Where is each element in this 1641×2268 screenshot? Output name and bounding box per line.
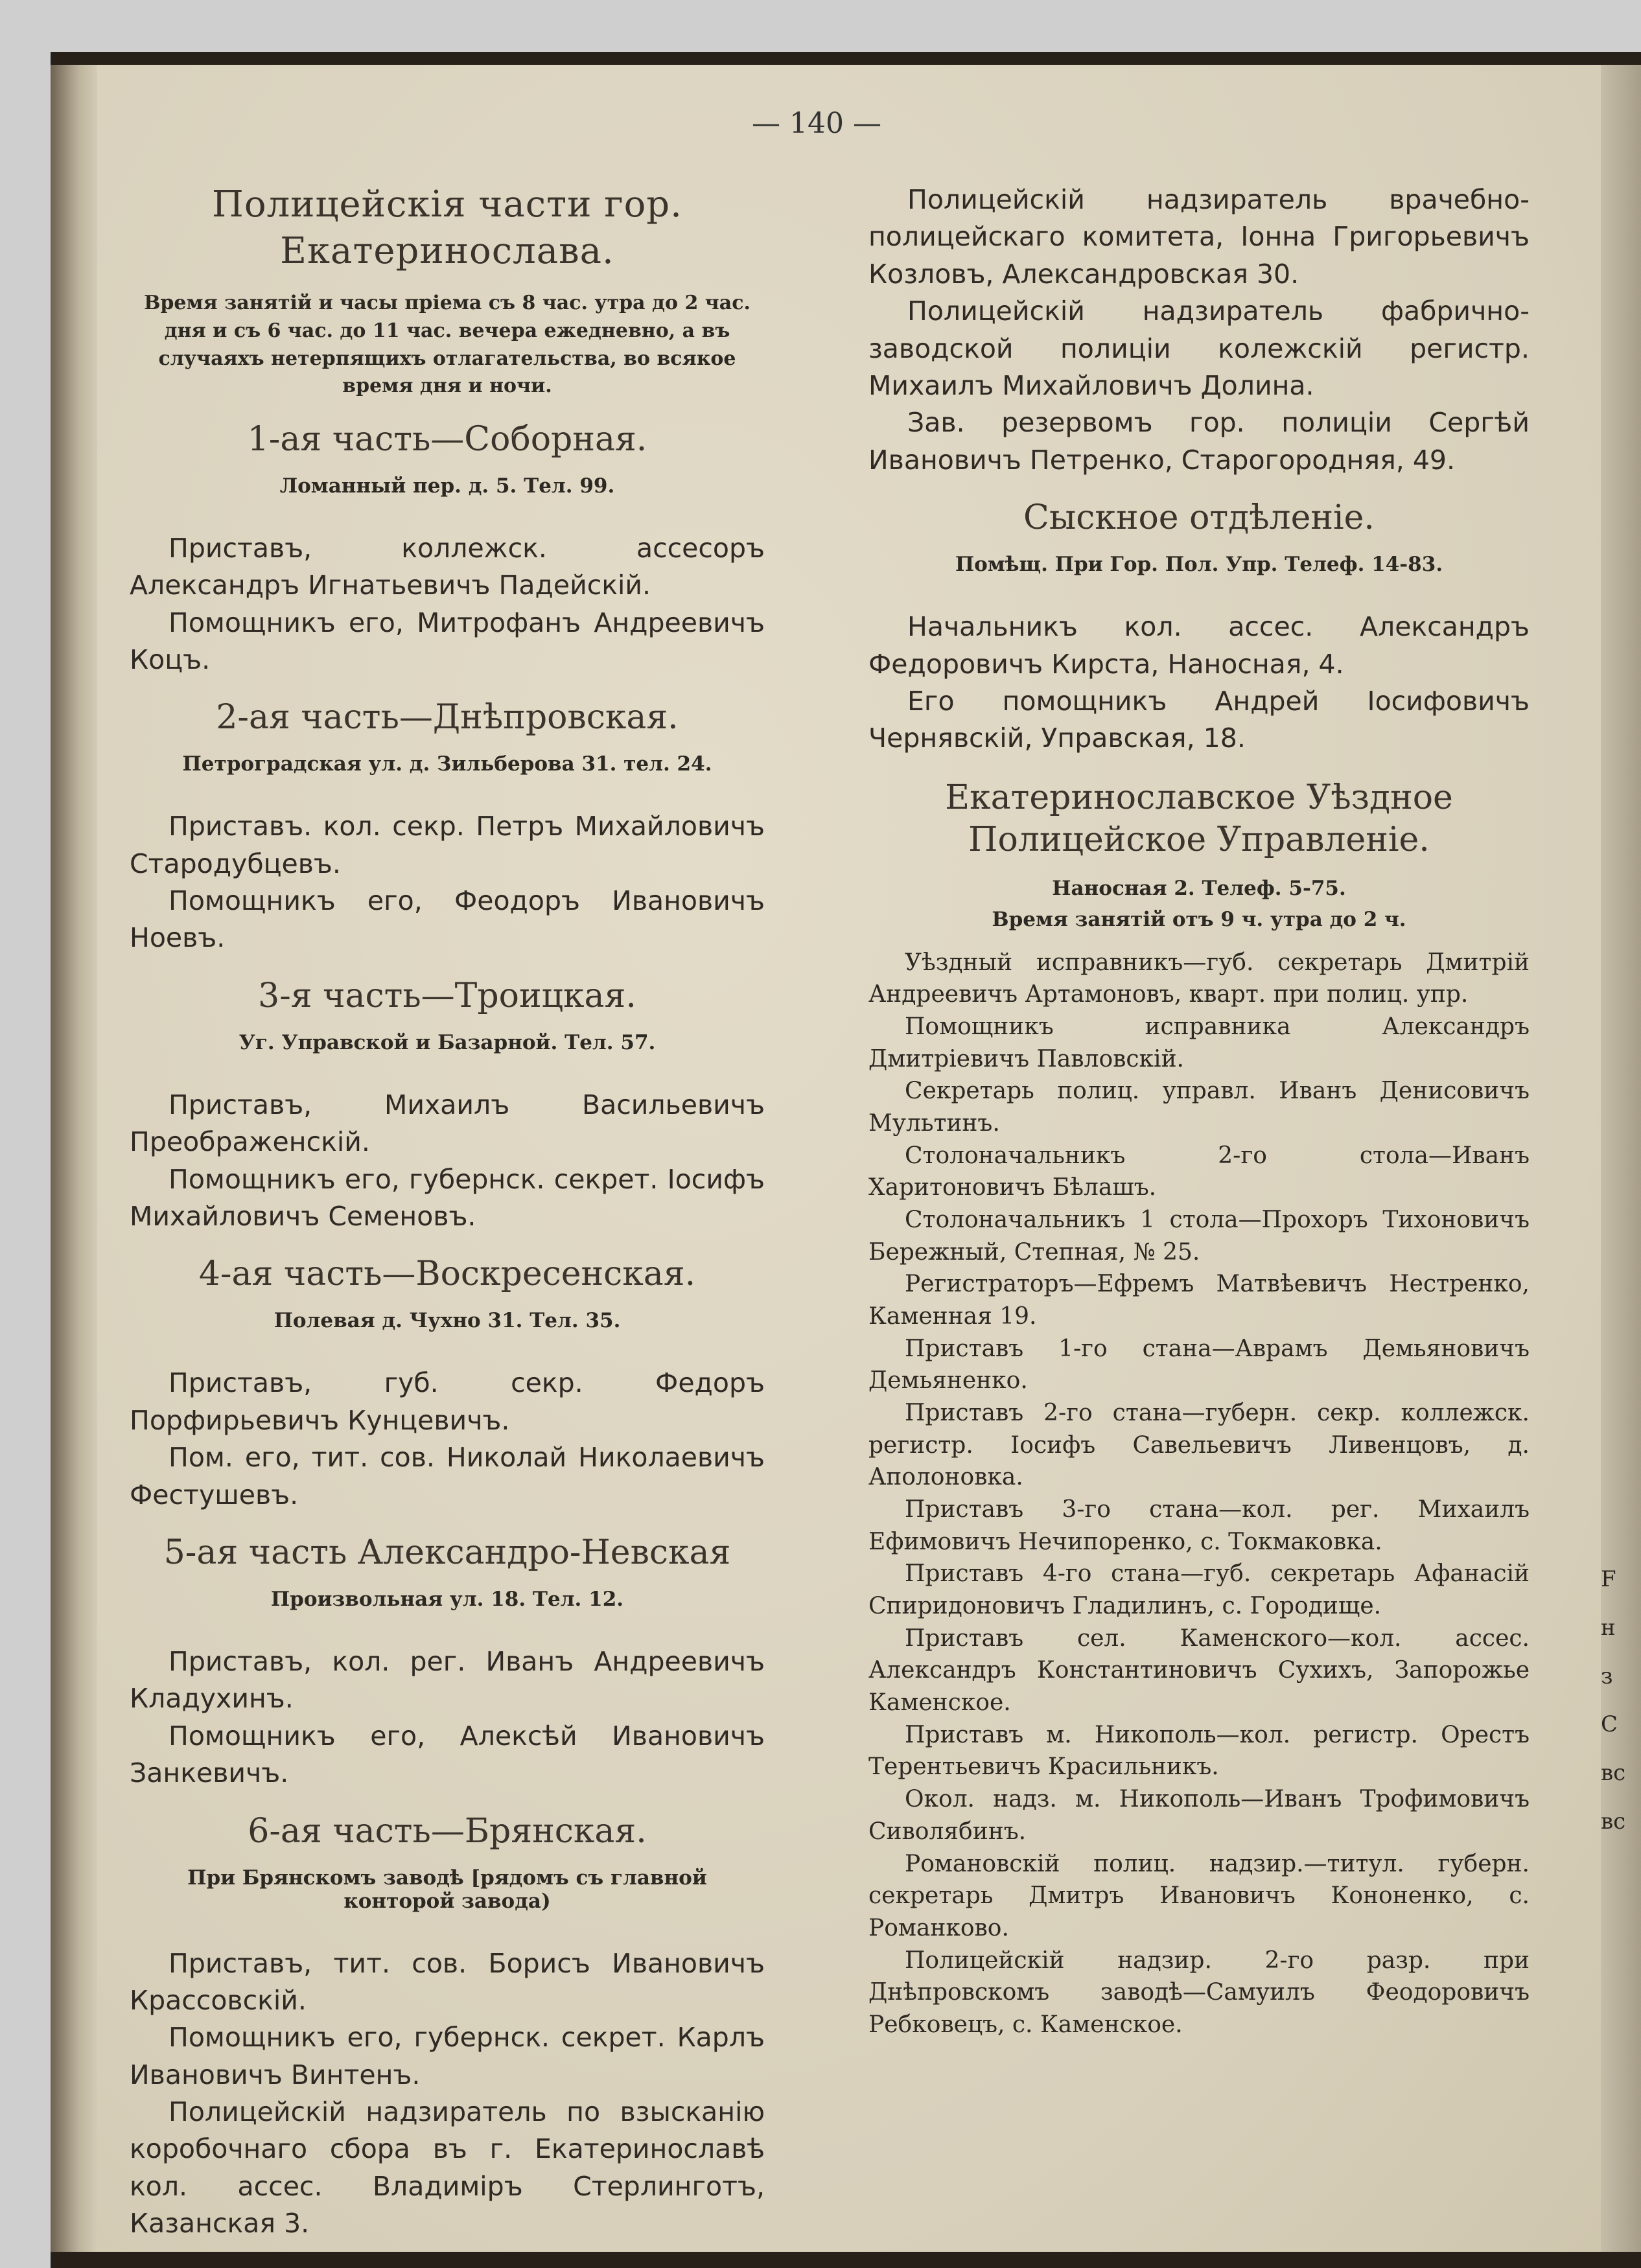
sysk-title: Сыскное отдѣленіе. xyxy=(1023,498,1375,538)
part-5-addr: Произвольная ул. 18. Тел. 12. xyxy=(270,1587,624,1611)
uezd-line-15: Полицейскій надзир. 2-го разр. при Днѣпровскомъ заводѣ—Самуилъ Феодоровичъ Ребковецъ, с. Каменское. xyxy=(868,1947,1530,2038)
uezd-line-1: Уѣздный исправникъ—губ. секретарь Дмитрій Андреевичъ Артамоновъ, кварт. при полиц. упр. xyxy=(868,949,1530,1008)
part-6-line-1: Приставъ, тит. сов. Борисъ Ивановичъ Крассовскій. xyxy=(130,1947,765,2016)
uezd-line-5: Столоначальникъ 1 стола—Прохоръ Тихоновичъ Бережный, Степная, № 25. xyxy=(868,1207,1530,1266)
part-3-line-2: Помощникъ его, губернск. секрет. Іосифъ Михайловичъ Семеновъ. xyxy=(130,1163,765,1232)
part-2-line-1: Приставъ. кол. секр. Петръ Михайловичъ Стародубцевъ. xyxy=(130,811,765,879)
part-6-addr: При Брянскомъ заводѣ [рядомъ съ главной конторой завода) xyxy=(187,1866,707,1913)
uezd-line-3: Секретарь полиц. управл. Иванъ Денисовичъ Мультинъ. xyxy=(868,1078,1530,1137)
page-edge-left xyxy=(51,65,97,2252)
uezd-line-9: Приставъ 3-го стана—кол. рег. Михаилъ Ефимовичъ Нечипоренко, с. Токмаковка. xyxy=(868,1496,1530,1555)
part-1-addr: Ломанный пер. д. 5. Тел. 99. xyxy=(279,474,615,498)
sysk-line-1: Начальникъ кол. ассес. Александръ Федоровичъ Кирста, Наносная, 4. xyxy=(868,611,1530,680)
part-6-line-3: Полицейскій надзиратель по взысканію коробочнаго сбора въ г. Екатеринославѣ кол. ассес. Владиміръ Стерлинготъ, Казанская 3. xyxy=(130,2096,765,2239)
part-3-addr: Уг. Управской и Базарной. Тел. 57. xyxy=(239,1030,656,1054)
part-6 xyxy=(130,1812,765,2243)
uezd-line-13: Окол. надз. м. Никополь—Иванъ Трофимовичъ Сиволябинъ. xyxy=(868,1786,1530,1845)
part-2 xyxy=(130,698,765,957)
bleed-letter: вс xyxy=(1601,1808,1626,1834)
bleed-letter: з xyxy=(1601,1663,1613,1689)
part-4-line-1: Приставъ, губ. секр. Федоръ Порфирьевичъ Кунцевичъ. xyxy=(130,1367,765,1436)
part-6-name: 6-ая часть—Брянская. xyxy=(248,1811,647,1851)
uezd-line-11: Приставъ сел. Каменского—кол. ассес. Александръ Константиновичъ Сухихъ, Запорожье Каменское. xyxy=(868,1625,1530,1717)
left-hours: Время занятій и часы пріема съ 8 час. утра до 2 час. дня и съ 6 час. до 11 час. вечера ежедневно, а въ случаяхъ нетерпящихъ отлагательства, во всякое время дня и ночи. xyxy=(144,292,751,398)
bleed-letter: С xyxy=(1601,1711,1618,1738)
uezd-line-7: Приставъ 1-го стана—Аврамъ Демьяновичъ Демьяненко. xyxy=(868,1335,1530,1394)
bleed-letter: F xyxy=(1601,1566,1616,1592)
part-4-line-2: Пом. его, тит. сов. Николай Николаевичъ Фестушевъ. xyxy=(130,1442,765,1510)
left-title: Полицейскія части гор. Екатеринослава. xyxy=(212,183,682,272)
part-2-name: 2-ая часть—Днѣпровская. xyxy=(216,698,679,737)
right-intro-2: Полицейскій надзиратель фабрично-заводской полиціи колежскій регистр. Михаилъ Михайловичъ Долина. xyxy=(868,295,1530,401)
bleed-letter: вс xyxy=(1601,1760,1626,1787)
part-3-name: 3-я часть—Троицкая. xyxy=(258,976,636,1015)
page-number: — 140 — xyxy=(752,107,881,140)
part-5-name: 5-ая часть Александро-Невская xyxy=(163,1533,731,1572)
part-3 xyxy=(130,977,765,1236)
uezd-line-8: Приставъ 2-го стана—губерн. секр. коллежск. регистр. Іосифъ Савельевичъ Ливенцовъ, д. Аполоновка. xyxy=(868,1400,1530,1491)
part-1 xyxy=(130,420,765,679)
page-shadow-right xyxy=(1601,65,1641,2252)
right-intro-1: Полицейскій надзиратель врачебно-полицейскаго комитета, Іонна Григорьевичъ Козловъ, Александровская 30. xyxy=(868,184,1530,290)
uezd-title: Екатеринославское Уѣздное Полицейское Управленіе. xyxy=(945,778,1453,859)
part-1-name: 1-ая часть—Соборная. xyxy=(247,419,647,459)
uezd-line-14: Романовскій полиц. надзир.—титул. губерн. секретарь Дмитръ Ивановичъ Кононенко, с. Романково. xyxy=(868,1850,1530,1941)
uezd-line-12: Приставъ м. Никополь—кол. регистр. Орестъ Терентьевичъ Красильникъ. xyxy=(868,1721,1530,1781)
sysk-addr: Помѣщ. При Гор. Пол. Упр. Телеф. 14-83. xyxy=(955,553,1443,577)
part-2-line-2: Помощникъ его, Феодоръ Ивановичъ Ноевъ. xyxy=(130,885,765,954)
uezd-line-10: Приставъ 4-го стана—губ. секретарь Афанасій Спиридоновичъ Гладилинъ, с. Городище. xyxy=(868,1560,1530,1620)
part-1-line-1: Приставъ, коллежск. ассесоръ Александръ Игнатьевичъ Падейскій. xyxy=(130,532,765,601)
part-5-line-1: Приставъ, кол. рег. Иванъ Андреевичъ Кладухинъ. xyxy=(130,1645,765,1715)
uezd-section xyxy=(868,777,1530,2041)
uezd-line-4: Столоначальникъ 2-го стола—Иванъ Харитоновичъ Бѣлашъ. xyxy=(868,1142,1530,1201)
part-5-line-2: Помощникъ его, Алексѣй Ивановичъ Занкевичъ. xyxy=(130,1720,765,1789)
sysk-section xyxy=(868,498,1530,758)
uezd-hours: Время занятій отъ 9 ч. утра до 2 ч. xyxy=(992,907,1406,931)
part-2-addr: Петроградская ул. д. Зильберова 31. тел. 24. xyxy=(182,752,712,776)
part-4 xyxy=(130,1255,765,1514)
right-column xyxy=(868,181,1530,2041)
bleed-letter: н xyxy=(1601,1614,1616,1641)
part-4-name: 4-ая часть—Воскресенская. xyxy=(198,1255,696,1294)
part-1-line-2: Помощникъ его, Митрофанъ Андреевичъ Коцъ. xyxy=(130,607,765,675)
uezd-line-6: Регистраторъ—Ефремъ Матвѣевичъ Нестренко, Каменная 19. xyxy=(868,1271,1530,1330)
left-column xyxy=(130,181,765,2243)
part-3-line-1: Приставъ, Михаилъ Васильевичъ Преображенскій. xyxy=(130,1089,765,1158)
uezd-line-2: Помощникъ исправника Александръ Дмитріевичъ Павловскій. xyxy=(868,1013,1530,1072)
next-page-bleed xyxy=(1601,1555,1625,1846)
right-intro-3: Зав. резервомъ гор. полиціи Сергѣй Ивановичъ Петренко, Старогородняя, 49. xyxy=(868,407,1530,476)
part-5 xyxy=(130,1533,765,1792)
part-6-line-2: Помощникъ его, губернск. секрет. Карлъ Ивановичъ Винтенъ. xyxy=(130,2022,765,2090)
part-4-addr: Полевая д. Чухно 31. Тел. 35. xyxy=(274,1309,621,1333)
uezd-addr: Наносная 2. Телеф. 5-75. xyxy=(1052,876,1346,900)
sysk-line-2: Его помощникъ Андрей Іосифовичъ Чернявскій, Управская, 18. xyxy=(868,685,1530,754)
